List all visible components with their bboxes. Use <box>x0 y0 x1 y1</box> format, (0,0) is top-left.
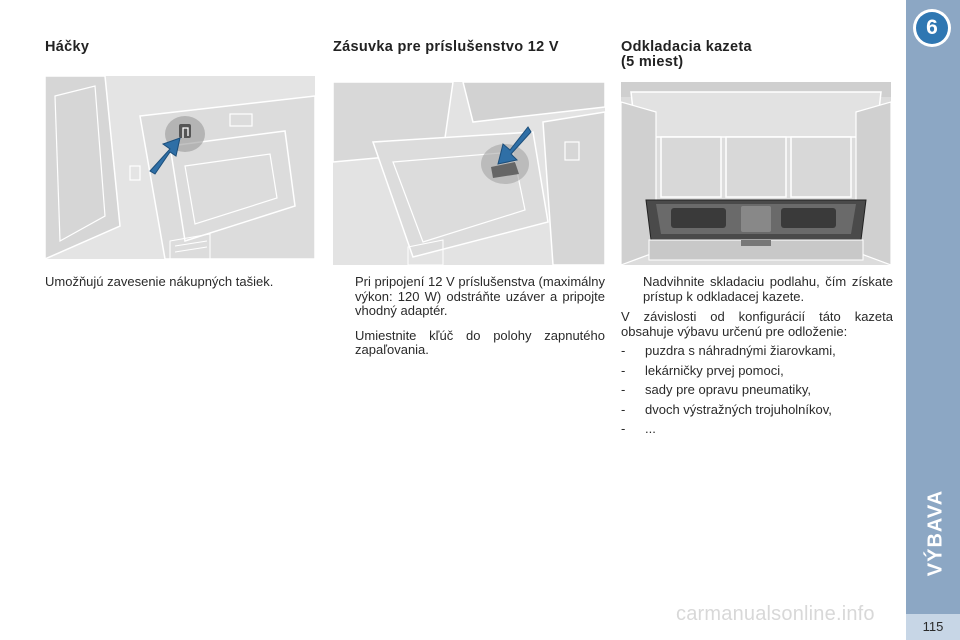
storage-contents-list <box>621 344 893 437</box>
column-12v-socket <box>333 40 605 358</box>
hook-illustration-icon <box>45 76 315 259</box>
list-item: - dvoch výstražných trojuholníkov, <box>621 401 832 417</box>
list-item: - ... <box>621 421 656 436</box>
arrow-bullet-icon <box>333 329 355 358</box>
page-number: 115 <box>906 614 960 640</box>
column-hooks <box>45 40 317 290</box>
column-storage-box <box>621 40 893 437</box>
arrow-bullet-icon <box>621 275 643 304</box>
storage-box-illustration-icon <box>621 82 891 265</box>
heading-storage-box: Odkladacia kazeta (5 miest) <box>621 39 752 70</box>
storage-bullet: Nadvihnite skladaciu podlahu, čím získate prístup k odkladacej kazete. <box>621 275 893 304</box>
figure-12v-socket <box>333 82 605 265</box>
figure-hooks <box>45 76 315 259</box>
socket-bullet: Umiestnite kľúč do polohy zapnutého zapaľovania. <box>333 329 605 358</box>
list-item: - sady pre opravu pneumatiky, <box>621 382 811 397</box>
arrow-bullet-icon <box>333 275 355 319</box>
hooks-description: Umožňujú zavesenie nákupných tašiek. <box>45 274 274 289</box>
list-item: - puzdra s náhradnými žiarovkami, <box>621 343 836 358</box>
list-item: - lekárničky prvej pomoci, <box>621 362 784 378</box>
storage-intro: V závislosti od konfigurácií táto kazeta obsahuje výbavu určenú pre odloženie: <box>621 309 893 339</box>
socket-illustration-icon <box>333 82 605 265</box>
chapter-badge <box>913 9 951 47</box>
heading-12v-socket: Zásuvka pre príslušenstvo 12 V <box>333 39 559 55</box>
watermark: carmanualsonline.info <box>676 603 875 625</box>
chapter-number: 6 <box>916 12 948 44</box>
chapter-title: VÝBAVA <box>924 489 947 576</box>
socket-bullet: Pri pripojení 12 V príslušenstva (maximálny výkon: 120 W) odstráňte uzáver a pripojte vhodný adaptér. <box>333 275 605 319</box>
figure-storage-box <box>621 82 891 265</box>
heading-hooks: Háčky <box>45 39 90 55</box>
